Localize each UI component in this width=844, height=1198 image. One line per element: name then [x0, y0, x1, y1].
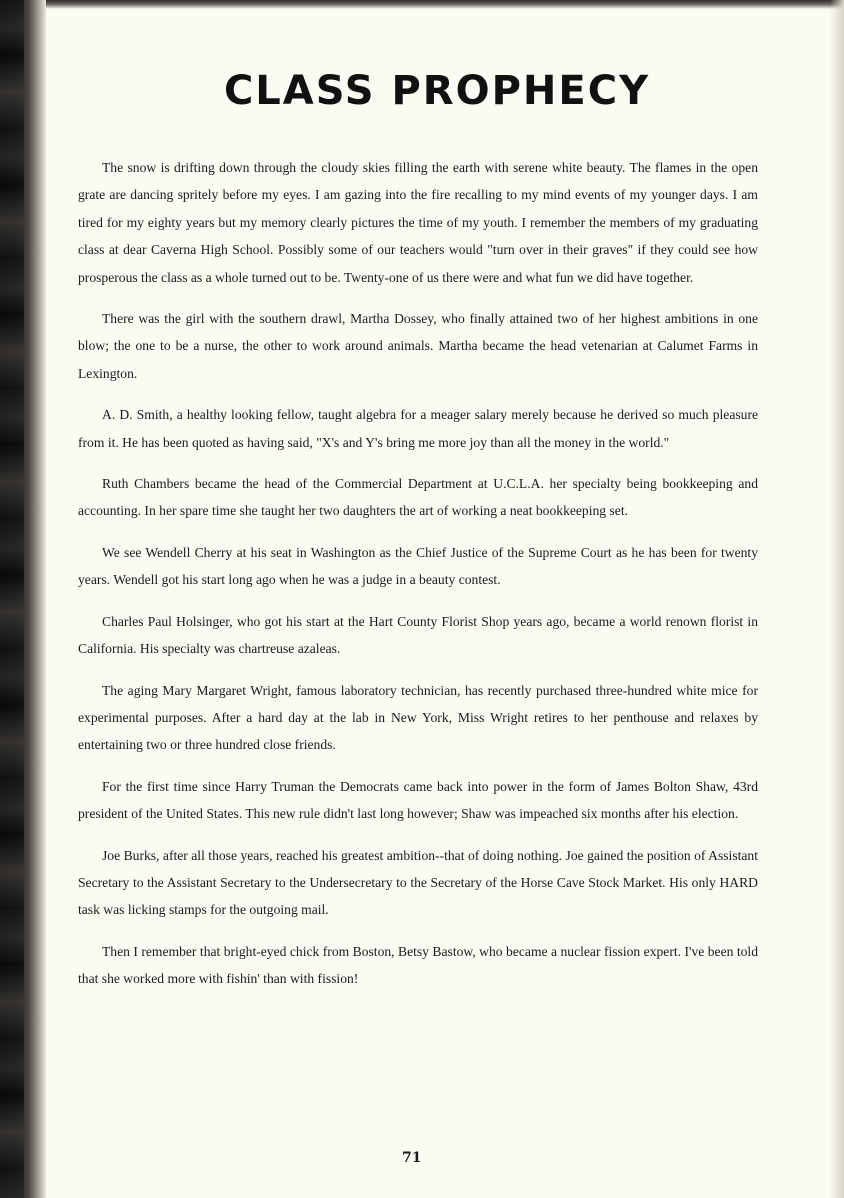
paragraph-martha-dossey: There was the girl with the southern drawl, Martha Dossey, who finally attained two of her highest ambitions in one blow; the one to be a nurse, the other to work around animals. Martha became the head vetenarian at Calumet Farms in Lexington. — [78, 311, 758, 381]
page-number: 71 — [402, 1150, 422, 1166]
page-right-edge — [830, 0, 844, 1198]
paragraph-charles-holsinger: Charles Paul Holsinger, who got his start at the Hart County Florist Shop years ago, became a world renown florist in California. His specialty was chartreuse azaleas. — [78, 613, 758, 657]
article-body — [78, 154, 758, 1007]
paragraph-mary-wright: The aging Mary Margaret Wright, famous laboratory technician, has recently purchased three-hundred white mice for experimental purposes. After a hard day at the lab in New York, Miss Wright retires to her penthouse and relaxes by entertaining two or three hundred close friends. — [78, 682, 758, 753]
book-spine-shadow — [0, 0, 46, 1198]
paragraph-wendell-cherry: We see Wendell Cherry at his seat in Washington as the Chief Justice of the Supreme Court as he has been for twenty years. Wendell got his start long ago when he was a judge in a beauty contest. — [78, 544, 758, 588]
page-title: CLASS PROPHECY — [223, 68, 651, 114]
page-top-edge — [46, 0, 844, 9]
paragraph-joe-burks: Joe Burks, after all those years, reached his greatest ambition--that of doing nothing. Joe gained the position of Assistant Secretary to the Assistant Secretary to the Undersecretary to the Secretary of the Horse Cave Stock Market. His only HARD task was licking stamps for the outgoing mail. — [78, 847, 758, 918]
paragraph-james-shaw: For the first time since Harry Truman the Democrats came back into power in the form of James Bolton Shaw, 43rd president of the United States. This new rule didn't last long however; Shaw was impeached six months after his election. — [78, 778, 758, 822]
paragraph-ruth-chambers: Ruth Chambers became the head of the Commercial Department at U.C.L.A. her specialty being bookkeeping and accounting. In her spare time she taught her two daughters the art of working a neat bookkeeping set. — [78, 476, 758, 519]
paragraph-betsy-bastow: Then I remember that bright-eyed chick from Boston, Betsy Bastow, who became a nuclear fission expert. I've been told that she worked more with fishin' than with fission! — [78, 943, 758, 987]
paragraph-ad-smith: A. D. Smith, a healthy looking fellow, taught algebra for a meager salary merely because he derived so much pleasure from it. He has been quoted as having said, "X's and Y's bring me more joy than all the money in the world." — [78, 407, 758, 450]
paragraph-intro: The snow is drifting down through the cloudy skies filling the earth with serene white beauty. The flames in the open grate are dancing spritely before my eyes. I am gazing into the fire recalling to my mind events of my younger days. I am tired for my eighty years but my memory clearly pictures the time of my youth. I remember the members of my graduating class at dear Caverna High School. Possibly some of our teachers would "turn over in their graves" if they could see how prosperous the class as a whole turned out to be. Twenty-one of us there were and what fun we did have together. — [78, 160, 758, 285]
